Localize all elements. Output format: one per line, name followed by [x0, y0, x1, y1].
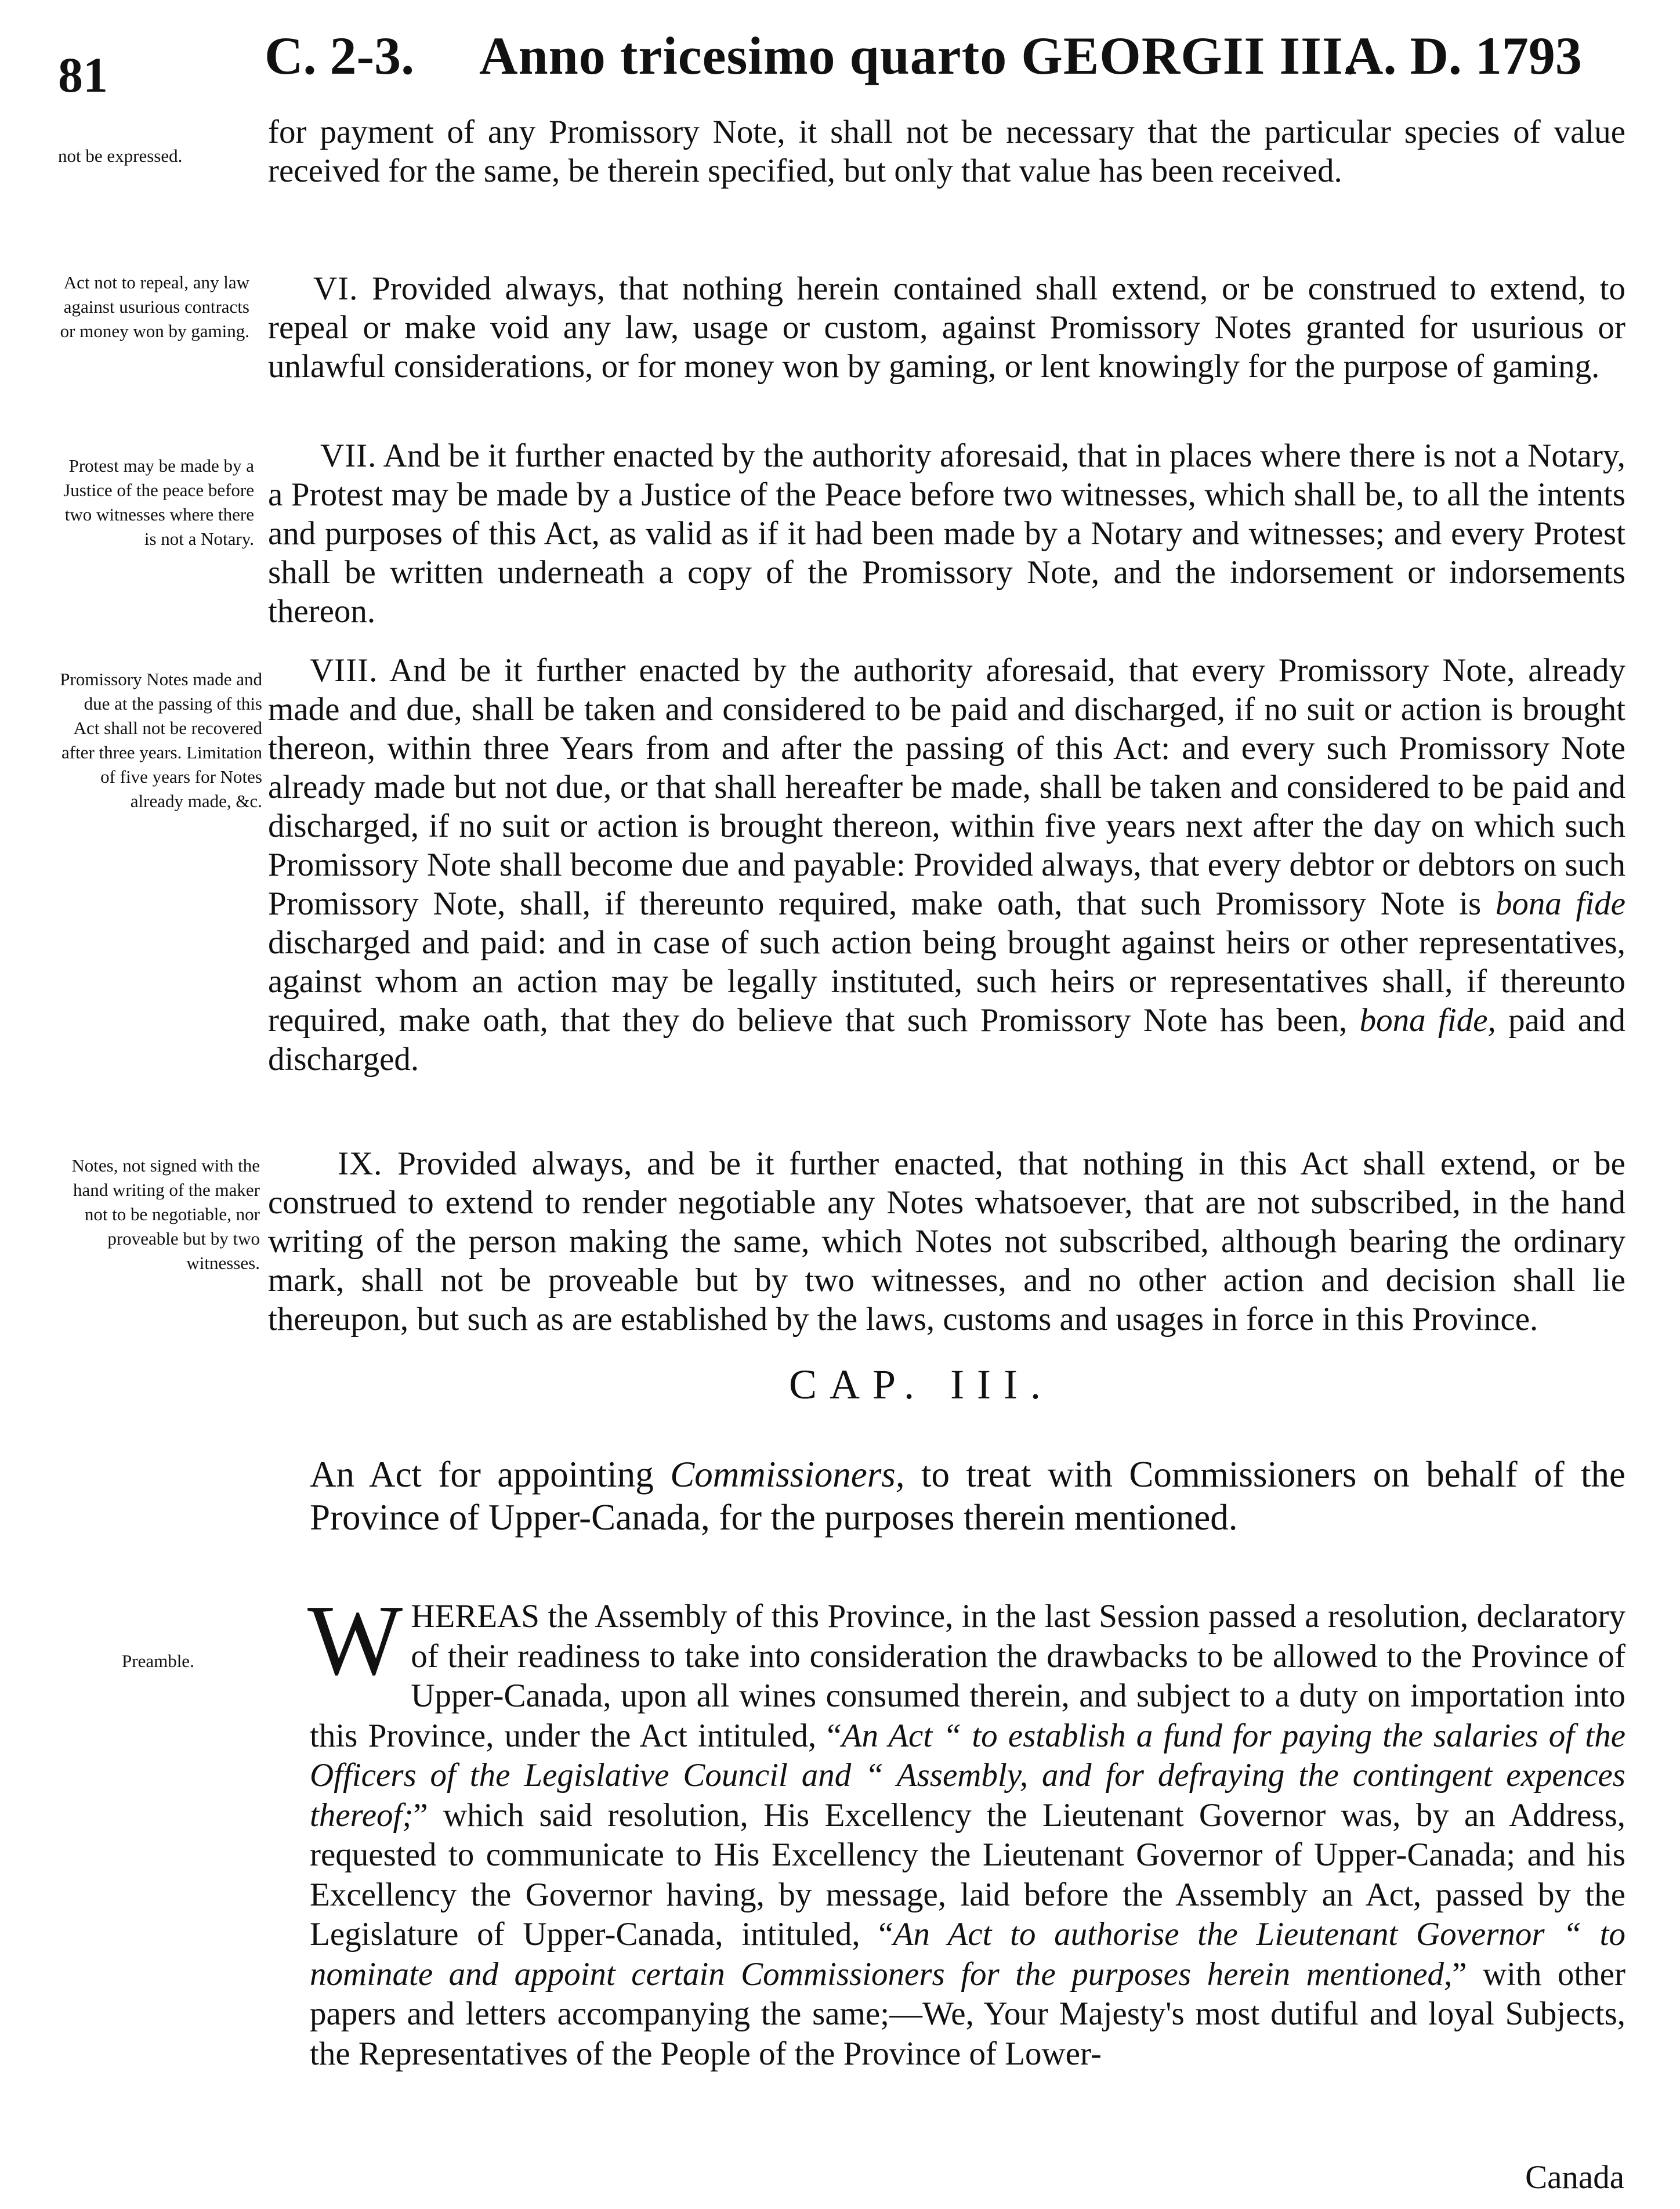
paragraph-text: for payment of any Promissory Note, it shall not be necessary that the particular species of value received for the same, be therein specified, but only that value has been received. [268, 114, 1625, 189]
italic-citation: An Act to authorise the Lieutenant Governor “ to nominate and appoint certain Commissioners for the purposes herein mentioned, [310, 1916, 1625, 1993]
section-vi [268, 269, 1625, 386]
drop-cap: W [307, 1584, 403, 1696]
section-number: VII. [320, 438, 377, 474]
chapter-reference: C. 2-3. [265, 26, 415, 85]
running-title: Anno tricesimo quarto GEORGII III. [479, 26, 1357, 85]
preamble-text: ” with other papers and letters accompanying the same;—We, Your Majesty's most dutiful and loyal Subjects, the Representatives of the People of the Province of Lower- [310, 1955, 1625, 2072]
act-title-lead: An Act for appointing [310, 1454, 654, 1495]
act-title-rest: to treat with Commissioners on behalf of the Province of Upper-Canada, for the purposes therein mentioned. [310, 1454, 1626, 1538]
paragraph-text: And be it further enacted by the authority aforesaid, that every Promissory Note, already made and due, shall be taken and considered to be paid and discharged, if no suit or action is brought thereon, within three Years from and after the passing of this Act: and every such Promissory Note already made but not due, or that shall hereafter be made, shall be taken and considered to be paid and discharged, if no suit or action is brought thereon, within five years next after the day on which such Promissory Note shall become due and payable: Provided always, that every debtor or debtors on such Promissory Note, shall, if thereunto required, make oath, that such Promissory Note is [268, 652, 1625, 922]
margin-note: Promissory Notes made and due at the passing of this Act shall not be recovered after three years. Limitation of five years for Notes already made, &c. [60, 669, 262, 811]
preamble-text: ” which said resolution, His Excellency the Lieutenant Governor was, by an Address, requested to communicate to His Excellency the Lieutenant Governor of Upper-Canada; and his Excellency the Governor having, by message, laid before the Assembly an Act, passed by the Legislature of Upper-Canada, intituled, “ [310, 1796, 1625, 1953]
preamble-text: HEREAS the Assembly of this Province, in the last Session passed a resolution, declaratory of their readiness to take into consideration the drawbacks to be allowed to the Province of Upper-Canada, upon all wines consumed therein, and subject to a duty on importation into this Province, under the Act intituled, “ [310, 1598, 1625, 1754]
act-title-italic: Commissioners, [670, 1454, 905, 1495]
paragraph-text: paid and discharged. [268, 1002, 1626, 1078]
paragraph-text: Provided always, that nothing herein contained shall extend, or be construed to extend, to repeal or make void any law, usage or custom, against Promissory Notes granted for usurious or unlawful considerations, or for money won by gaming, or lent knowingly for the purpose of gaming. [268, 270, 1626, 385]
margin-note: Act not to repeal, any law against usurious contracts or money won by gaming. [60, 272, 249, 341]
year-reference: A. D. 1793 [1345, 26, 1582, 85]
section-v-end [268, 113, 1625, 190]
act-title [310, 1453, 1625, 1539]
preamble [307, 1584, 1626, 2074]
margin-note: Preamble. [122, 1651, 194, 1671]
margin-note: Notes, not signed with the hand writing of the maker not to be negotiable, nor proveable but by two witnesses. [71, 1155, 260, 1273]
paragraph-text: Provided always, and be it further enacted, that nothing in this Act shall extend, or be construed to extend to render negotiable any Notes whatsoever, that are not subscribed, in the hand writing of the person making the same, which Notes not subscribed, although bearing the ordinary mark, shall not be proveable but by two witnesses, and no other action and decision shall lie thereupon, but such as are established by the laws, customs and usages in force in this Province. [268, 1145, 1625, 1337]
section-number: VI. [313, 270, 359, 307]
margin-note: Protest may be made by a Justice of the peace before two witnesses where there is not a Notary. [63, 455, 254, 549]
italic-citation: An Act “ to establish a fund for paying the salaries of the Officers of the Legislative Council and “ Assembly, and for defraying the contingent expences thereof; [310, 1717, 1626, 1834]
paragraph-text: And be it further enacted by the authority aforesaid, that in places where there is not a Notary, a Protest may be made by a Justice of the Peace before two witnesses, which shall be, to all the intents and purposes of this Act, as valid as if it had been made by a Notary and witnesses; and every Protest shall be written underneath a copy of the Promissory Note, and the indorsement or indorsements thereon. [268, 438, 1625, 630]
page-number: 81 [58, 47, 108, 103]
section-vii [268, 436, 1625, 631]
chapter-heading: CAP. III. [789, 1361, 1054, 1408]
margin-note: not be expressed. [58, 146, 183, 166]
section-number: VIII. [310, 652, 378, 689]
section-ix [268, 1144, 1625, 1339]
section-viii [268, 651, 1625, 1079]
section-number: IX. [338, 1145, 383, 1182]
catchword: Canada [1525, 2159, 1624, 2196]
italic-phrase: bona fide, [1359, 1002, 1496, 1039]
paragraph-text: discharged and paid: and in case of such action being brought against heirs or other representatives, against whom an action may be legally instituted, such heirs or representatives shall, if thereunto required, make oath, that they do believe that such Promissory Note has been, [268, 924, 1625, 1039]
italic-phrase: bona fide [1495, 885, 1625, 922]
